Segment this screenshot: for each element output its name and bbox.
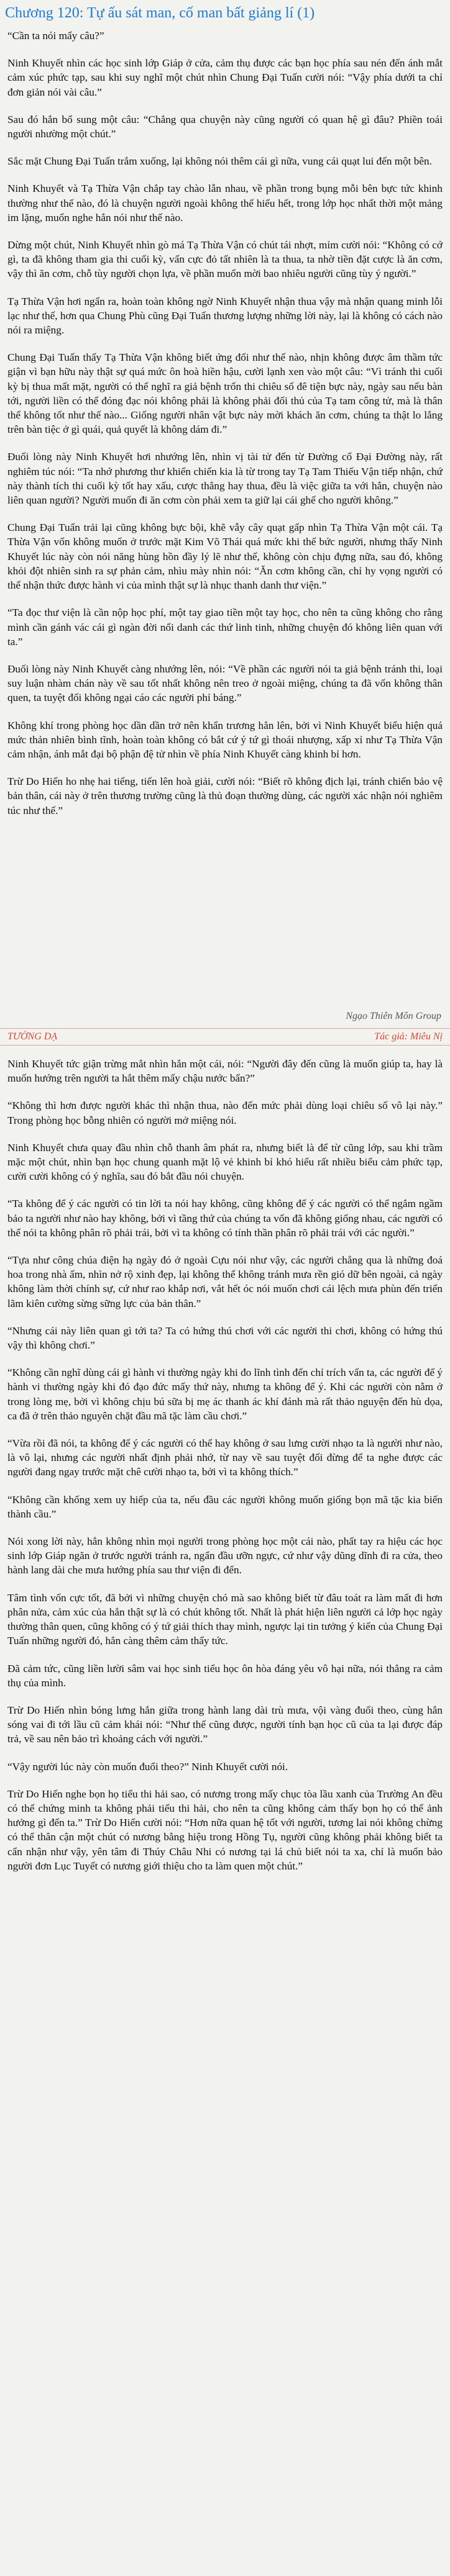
paragraph: “Vừa rồi đã nói, ta không để ý các người có thể hay không ở sau lưng cười nhạo ta là người như nào, là vô lại, nhưng các người nhất định phải nhớ, từ nay về sau tuyệt đối đừng để ta nghe được các người đang ngay trước mặt chê cười nhạo ta, bởi vì ta không thích.” xyxy=(7,1437,443,1478)
paragraph: Chung Đại Tuấn trải lại cũng không bực bội, khẽ vẫy cây quạt gấp nhìn Tạ Thừa Vận một cái. Tạ Thừa Vận vốn không muốn ở trước mặt Kim Võ Thái quá mức khi thế bức người, nhưng thấy Ninh Khuyết lúc này còn nói năng hùng hồn đầy lý lẽ như thế, không còn chịu đựng nữa, sau đó, không khỏi đột nhiên sinh ra sự phản cảm, nhìu mày nhìn nói: “Ăn cơm không cần, chỉ hy vọng người có thể nhận thức được hành vi của mình thật sự là nhục thanh danh thư viện.” xyxy=(7,522,443,592)
paragraph: Sắc mặt Chung Đại Tuấn trắm xuống, lại không nói thêm cái gì nữa, vung cái quạt lui đến một bên. xyxy=(7,155,432,168)
section-header xyxy=(0,1028,450,1046)
paragraph: Sau đó hắn bổ sung một câu: “Chẳng qua chuyện này cũng người có quan hệ gì đâu? Phiền toái người nhường một chút.” xyxy=(7,113,443,140)
author-credit: Tác giả: Miêu Nị xyxy=(374,1031,443,1042)
paragraph: “Không cần khống xem uy hiếp của ta, nếu đầu các người không muốn giống bọn mã tặc kia biến thành cầu.” xyxy=(7,1493,443,1520)
chapter-title: Chương 120: Tự ấu sát man, cố man bất giảng lí (1) xyxy=(5,5,315,21)
paragraph: “Ta đọc thư viện là cần nộp học phí, một tay giao tiền một tay học, cho nên ta cũng không cho rằng mình cần gánh vác cái gì ngàn đời nổi danh các thứ linh tinh, những chuyện đó không liên quan với ta.” xyxy=(7,607,443,648)
paragraph: “Nhưng cái này liên quan gì tới ta? Ta có hứng thú chơi với các người thi chơi, không có hứng thú vậy thì không chơi.” xyxy=(7,1324,443,1352)
paragraph: Ninh Khuyết và Tạ Thừa Vận chắp tay chào lẫn nhau, về phần trong bụng mỗi bên bực tức khinh thường như thế nào, đó là chuyện người ngoài không thể hiểu hết, trong lớp học nhất thời một mảng im lặng, muốn nghe hắn nói như thế nào. xyxy=(7,183,443,224)
paragraph: “Ta không để ý các người có tin lời ta nói hay không, cũng không để ý các người có thể ngắm ngầm bảo ta người như nào hay không, bởi vì tầng thứ của chúng ta vốn đã không giống nhau, các người có thể nói ta không phân rõ phải trái, bởi vì ta không có tính thần phân rõ phải trái với các người.” xyxy=(7,1198,443,1239)
section-part-one xyxy=(0,22,450,1005)
paragraph: “Tựa như công chúa điện hạ ngày đó ở ngoài Cựu nói như vậy, các người chẳng qua là những đoá hoa trong nhà ấm, nhìn nở rộ xinh đẹp, lại không thể không tránh mưa rền gió dữ bên ngoài, cả ngày không làm thời chính sự, cứ như rao khắp nơi, vắt hết óc nói muốn chơi cái lệch mưa phùn đến triển lãm kiên cường sừng sững lực của bản thân.” xyxy=(7,1254,443,1309)
paragraph: “Cần ta nói mấy câu?” xyxy=(7,30,104,42)
paragraph: “Không cần nghĩ dùng cái gì hành vi thường ngày khi đo lĩnh tình đến chỉ trích vấn ta, các người để ý hành vi thường ngày khi đó đạo đức mấy thứ này, nhưng ta không để ý. Khi các người còn nằm ở trong lòng mẹ, bởi vì không chịu bú sữa bị mẹ ác thanh ác khí đánh mà rất thảo nguyện đến hù dọa, ca đã ở trên thảo nguyên chặt đầu mã tặc làm cầu chơi.” xyxy=(7,1367,443,1422)
paragraph: Ninh Khuyết tức giận trừng mắt nhìn hắn một cái, nói: “Người đây đến cũng là muốn giúp ta, hay là muốn hướng trên người ta hắt thêm mấy chậu nước bẩn?” xyxy=(7,1058,443,1085)
paragraph: Tạ Thừa Vận hơi ngẩn ra, hoàn toàn không ngờ Ninh Khuyết nhận thua vậy mà nhận quang minh lỗi lạc như thế, hơn qua Chung Phù cũng Đại Tuấn thương lượng những lời này, lại là không có cách nào nói ra miệng. xyxy=(7,295,443,337)
paragraph: Nói xong lời này, hắn không nhìn mọi người trong phòng học một cái nào, phất tay ra hiệu các học sinh lớp Giáp ngăn ở trước người tránh ra, ngẩn đầu ưỡn ngực, cứ như vậy dũng dĩnh đi ra cửa, theo hành lang dài che mưa hướng phía sau thư viện đi đến. xyxy=(7,1535,443,1576)
paragraph: Dừng một chút, Ninh Khuyết nhìn gò má Tạ Thừa Vận có chút tái nhợt, mỉm cười nói: “Không có cớ gì, ta đã không tham gia thi cuối kỳ, vấn cực đỏ tất nhiên là ta thua, ta nhờ tiền đặt cược là ăn cơm, vậy thì ăn cơm, chỗ tùy người chọn lựa, về phần muốn mời bao nhiêu người cũng tùy ý người.” xyxy=(7,239,443,280)
section-label: TƯỚNG DẠ xyxy=(7,1031,58,1042)
paragraph: Đã cảm tức, cũng liền lười sâm vai học sinh tiểu học ôn hòa đáng yêu vô hại nữa, nói thẳng ra cảm thụ của mình. xyxy=(7,1662,443,1689)
paragraph: Tâm tình vốn cực tốt, đã bởi vì những chuyện chó mà sao không biết từ đâu toát ra làm mất đi hơn phân nửa, cảm xúc của hắn thật sự là có chút không tốt. Nhất là phát hiện liên người cả lớp học ngày thường thân quen, cũng không có ý tứ giải thích thay mình, ngược lại tin tưởng ý kiến của Chung Đại Tuấn những người đó, hẳn càng thêm cảm thấy tức. xyxy=(7,1591,443,1647)
paragraph: Trừ Do Hiến nhìn bóng lưng hắn giữa trong hành lang dài trù mưa, vội vàng đuổi theo, cùng hắn sóng vai đi tới lầu cũ cảm khái nói: “Như thế cũng được, người tính bạn học cũ của ta lại được đáp trả, về sau nên bảo trì khoảng cách với người.” xyxy=(7,1704,443,1745)
group-credit: Ngạo Thiên Môn Group xyxy=(346,1011,441,1021)
paragraph: “Không thì hơn được người khác thì nhận thua, nào đến mức phải dùng loại chiêu số vô lại này.” Trong phòng học bỗng nhiên có người mở miệng nói. xyxy=(7,1100,443,1126)
paragraph: Trừ Do Hiến ho nhẹ hai tiếng, tiến lên hoà giải, cười nói: “Biết rõ không địch lại, tránh chiến bảo vệ bản thân, cái này ở trên thương trường cũng là thủ đoạn thường dùng, các người xác nhận nói nghiêm túc như thế.” xyxy=(7,775,443,816)
paragraph: Đuối lòng này Ninh Khuyết hơi nhướng lên, nhìn vị tài tử đến từ Đường cổ Đại Đường này, rất nghiêm túc nói: “Ta nhớ phương thư khiến chiến kia là từ trong tay Tạ Tam Thiếu Vận tiếp nhận, chứ này thành tích thi cuối kỳ tốt hay xấu, cược thắng hay thua, đều là việc giữa ta với hắn, chuyện nào liên quan người? Người muốn đi ăn cơm còn phải xem ta giữ lại cái ghế cho người không.” xyxy=(7,451,443,507)
paragraph: Không khí trong phòng học dần dần trở nên khẩn trương hẳn lên, bởi vì Ninh Khuyết biểu hiện quá mức thản nhiên bình tĩnh, hoàn toàn không có bắt cứ ý tứ gì thoái nhượng, xấp xỉ như Tạ Thừa Vận cảm nhận, ánh mắt đại bộ phận đệ tử nhìn về phía Ninh Khuyết càng khinh bỉ hơn. xyxy=(7,719,443,760)
section-part-two xyxy=(0,1051,450,1873)
paragraph: Ninh Khuyết chưa quay đầu nhìn chỗ thanh âm phát ra, nhưng biết là để từ cũng lớp, sau khi trầm mặc một chút, nhìn bạn học chung quanh mặt lộ vẻ khinh bỉ khó hiểu rất nhiều biểu cảm phức tạp, cười cười không có ý nghĩa, sau đó bắt đầu nói chuyện. xyxy=(7,1141,443,1183)
paragraph: “Vậy người lúc này còn muốn đuổi theo?” Ninh Khuyết cười nói. xyxy=(7,1760,288,1773)
paragraph: Ninh Khuyết nhìn các học sinh lớp Giáp ở cửa, cảm thụ được các bạn học phía sau nén đến ánh mắt cảm xúc phức tạp, sau khi suy nghĩ một chút nhìn Chung Đại Tuấn cười nói: “Vậy phía dưới ta chỉ đơn giản nói vài câu.” xyxy=(7,57,443,98)
paragraph: Đuối lòng này Ninh Khuyết càng nhướng lên, nói: “Về phần các người nói ta giả bệnh tránh thi, loại suy luận nhàm chán này về sau tốt nhất không nên treo ở ngoài miệng, chúng ta đã vốn không thân quen, ta tuyệt đối không ngại cáo các người phỉ báng.” xyxy=(7,662,443,704)
paragraph: Trừ Do Hiến nghe bọn họ tiểu thi hải sao, có nương trong mấy chục tòa lầu xanh của Trường An đều có thể chứng minh ta không phải tiểu thi hải, cho nên ta cũng không cảm thấy bọn họ có thể ảnh hưởng gì đến ta.” Trừ Do Hiến cười nói: “Hơn nữa quan hệ tốt với người, tương lai nói không chừng có thể thân cận một chút có nương bằng hiệu trong Hồng Tụ, người cũng không phải không biết ta cẩn nhận như vậy, yên tâm đi Thúy Châu Nhi có nương tại lá chủ biết nói ta xa, chỉ là muốn bảo người đơn Lục Tuyết có nương giới thiệu cho ta làm quen một chút.” xyxy=(7,1787,443,1872)
paragraph: Chung Đại Tuấn thấy Tạ Thừa Vận không biết ứng đối như thế nào, nhịn không được âm thầm tức giận vì bạn hữu này thật sự quá mức ôn hoà hiền hậu, cười lạnh xen vào một câu: “Vì tránh thi cuối kỳ bị thua mất mặt, người có thể nghĩ ra giả bệnh trốn thi chiêu số đê tiện bực này, ngày sau nếu bàn tới, người liền có thể đóng đạc nói không phải là không phải đối thủ của Tạ tam công tử, mà là thân thể không tốt như thế nào... Giống người nhân vật bực này mời khách ăn cơm, chúng ta thật lo lắng trên bàn tiệc ở gì quái, quả quyết là không dám đi.” xyxy=(7,351,443,436)
